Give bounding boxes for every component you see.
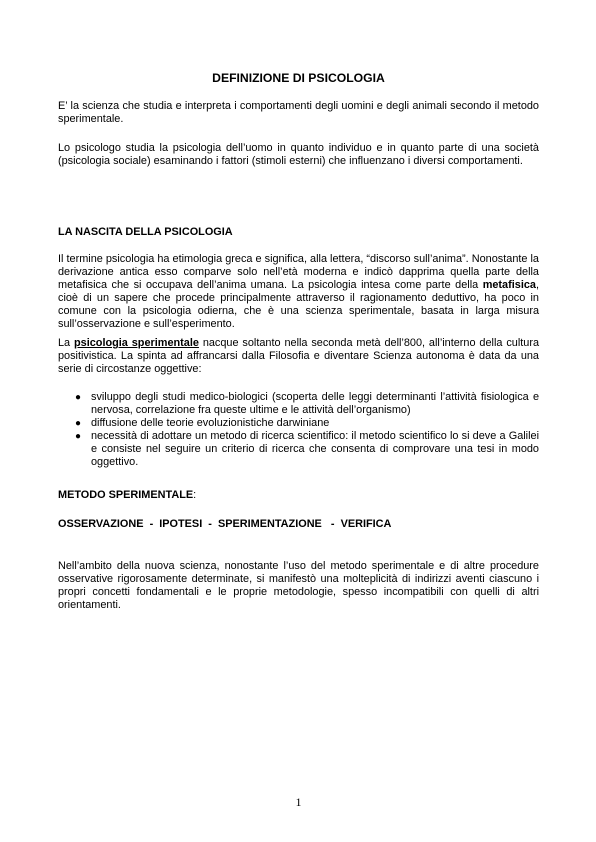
bullet-icon: ● <box>75 431 82 442</box>
metodo-steps: OSSERVAZIONE - IPOTESI - SPERIMENTAZIONE - VERIFICA <box>58 518 392 530</box>
nascita-paragraph-2 <box>58 337 539 376</box>
list-item <box>58 391 539 417</box>
list-item-text: necessità di adottare un metodo di ricerca scientifico: il metodo scientifico lo si deve a Galilei e consiste nel seguire un criterio di ricerca che consenta di comprovare una tesi in modo oggettivo. <box>91 430 539 468</box>
intro-paragraph-2: Lo psicologo studia la psicologia dell’uomo in quanto individuo e in quanto parte di una società (psicologia sociale) esaminando i fattori (stimoli esterni) che influenzano i diversi comportamenti. <box>58 142 539 167</box>
bullet-icon: ● <box>75 392 82 403</box>
nascita-p1-text-a: Il termine psicologia ha etimologia greca e significa, alla lettera, “discorso sull’anima”. Nonostante la derivazione antica esso comparve solo nell’età moderna e indicò dapprima quella parte della metafisica che si occupava dell’anima umana. La psicologia intesa come parte della <box>58 253 539 291</box>
closing-paragraph: Nell’ambito della nuova scienza, nonostante l’uso del metodo sperimentale e di altre procedure osservative rigorosamente determinate, si manifestò una molteplicità di indirizzi aventi ciascuno i propri concetti fondamentali e le proprie metodologie, spesso incompatibili con quelli di altri orientamenti. <box>58 560 539 611</box>
bullet-icon: ● <box>75 418 82 429</box>
nascita-p1-metafisica: metafisica <box>482 279 536 291</box>
list-item <box>58 417 539 430</box>
nascita-p2-text-a: La <box>58 337 74 349</box>
nascita-p2-text-b: nacque soltanto nella seconda metà dell’800, all’interno della cultura positivistica. La spinta ad affrancarsi dalla Filosofia e diventare Scienza autonoma è data da una serie di circostanze oggettive: <box>58 337 540 375</box>
metodo-heading-colon: : <box>193 489 197 501</box>
section-heading-nascita: LA NASCITA DELLA PSICOLOGIA <box>58 226 233 238</box>
intro-paragraph-1: E’ la scienza che studia e interpreta i comportamenti degli uomini e degli animali secondo il metodo sperimentale. <box>58 100 539 125</box>
nascita-p1-text-b: , cioè di un sapere che procede principalmente attraverso il ragionamento deduttivo, ha poco in comune con la psicologia odierna, che è una scienza sperimentale, basata in larga misura sull’osservazione e sull’esperimento. <box>58 279 539 330</box>
page-number: 1 <box>295 795 302 809</box>
list-item-text: sviluppo degli studi medico-biologici (scoperta delle leggi determinanti l’attività fisiologica e nervosa, correlazione fra queste ultime e le attività dell’organismo) <box>91 391 539 416</box>
section-heading-metodo <box>58 489 539 502</box>
document-title: DEFINIZIONE DI PSICOLOGIA <box>212 71 385 85</box>
list-item-text: diffusione delle teorie evoluzionistiche darwiniane <box>91 417 330 429</box>
list-item <box>58 430 539 469</box>
nascita-p2-psicologia-sperimentale: psicologia sperimentale <box>74 337 199 349</box>
metodo-heading-text: METODO SPERIMENTALE <box>58 489 194 501</box>
nascita-paragraph-1 <box>58 253 539 331</box>
circostanze-list <box>58 391 539 469</box>
